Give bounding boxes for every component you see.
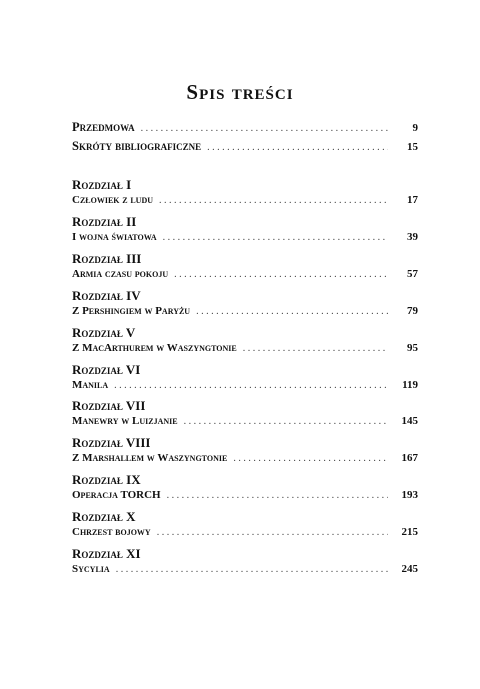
chapter-heading: Rozdział VIII [72,435,151,451]
toc-entry-label: Sycylia [72,563,110,575]
toc-entry-label: Operacja TORCH [72,489,161,502]
toc-page-number: 17 [407,194,418,206]
toc-page-number: 167 [401,452,418,465]
leader-dots [116,564,388,575]
leader-dots [167,490,388,501]
chapter-heading: Rozdział I [72,177,132,192]
toc-entry-chapter [72,231,418,247]
chapter-heading: Rozdział X [72,509,136,525]
toc-page-number: 119 [402,378,418,391]
leader-dots [159,195,388,206]
toc-entry-label: Z Pershingiem w Paryżu [72,304,191,317]
toc-entry-chapter [72,489,418,505]
toc-entry-chapter [72,268,418,284]
toc-entry-label: Z Marshallem w Waszyngtonie [72,452,228,465]
chapter-heading: Rozdział XI [72,546,141,561]
toc-entry-label: Przedmowa [72,120,135,134]
leader-dots [163,232,388,243]
leader-dots [243,343,388,354]
toc-page-number: 245 [401,563,418,575]
leader-dots [184,416,388,427]
chapter-heading: Rozdział IV [72,287,141,303]
toc-entry-label: Z MacArthurem w Waszyngtonie [72,341,237,354]
toc-entry-label: Chrzest bojowy [72,526,151,539]
toc-page-number: 57 [407,267,418,280]
leader-dots [196,306,388,317]
toc-entry-label: Manewry w Luizjanie [72,415,178,428]
toc-entry-chapter [72,379,418,395]
toc-entry-label: Armia czasu pokoju [72,267,169,280]
toc-entry-chapter [72,342,418,358]
toc-entry-abbreviations [72,139,418,155]
toc-entry-label: Manila [72,378,109,391]
chapter-heading: Rozdział VI [72,361,141,377]
toc-entry-chapter [72,563,418,579]
toc-page-number: 79 [407,304,418,317]
toc-entry-chapter [72,415,418,431]
toc-entry-label: I wojna światowa [72,230,157,243]
chapter-heading: Rozdział II [72,213,137,229]
toc-entry-chapter [72,526,418,542]
toc-page-number: 215 [401,526,418,539]
page-title: Spis treści [186,80,294,104]
leader-dots [114,380,388,391]
leader-dots [157,527,388,538]
toc-page-number: 95 [407,341,418,354]
toc-page-number: 15 [407,141,418,153]
leader-dots [233,453,388,464]
leader-dots [141,123,388,134]
toc-page-number: 9 [412,122,418,134]
chapter-heading: Rozdział III [72,250,142,266]
chapter-heading: Rozdział VII [72,398,146,414]
toc-page-number: 39 [407,230,418,243]
toc-entry-chapter [72,194,418,210]
leader-dots [174,269,388,280]
toc-entry-chapter [72,452,418,468]
leader-dots [207,142,388,153]
chapter-heading: Rozdział IX [72,472,141,488]
toc-entry-preface [72,120,418,136]
toc-page-number: 193 [401,489,418,502]
toc-page-number: 145 [401,415,418,428]
toc-entry-label: Skróty bibliograficzne [72,139,202,153]
chapter-heading: Rozdział V [72,324,136,340]
toc-entry-chapter [72,305,418,321]
toc-entry-label: Człowiek z ludu [72,194,154,206]
